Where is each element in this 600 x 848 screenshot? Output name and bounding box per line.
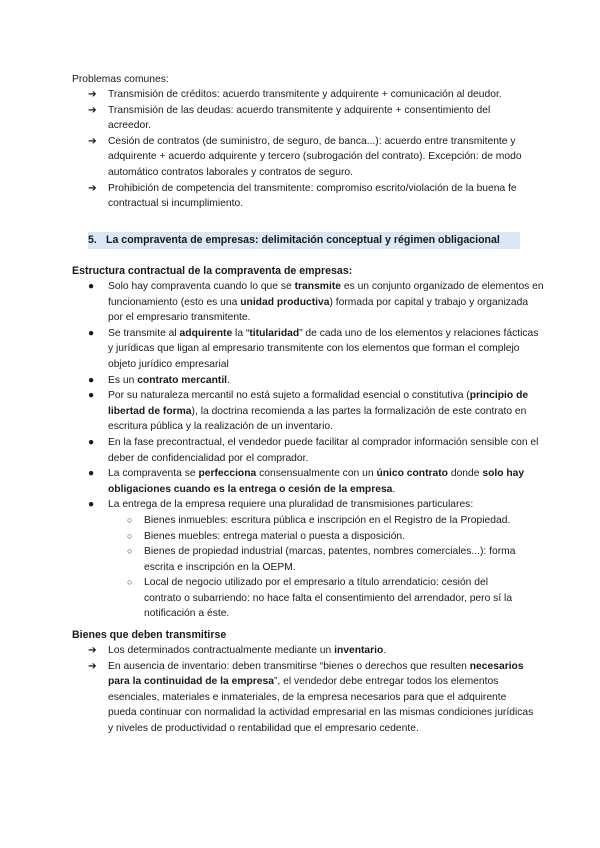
- list-item: [85, 181, 535, 212]
- sublist-item: ○ Bienes inmuebles: escritura pública e inscripción en el Registro de la Propiedad.: [127, 513, 517, 529]
- bullet-icon: ●: [88, 499, 95, 511]
- list-item: ● La entrega de la empresa requiere una pluralidad de transmisiones particulares:: [85, 497, 545, 513]
- arrow-icon: ➔: [88, 104, 97, 116]
- bullet-icon: ●: [88, 281, 95, 292]
- list-item: ➔ En ausencia de inventario: deben transmitirse “bienes o derechos que resulten necesarios para la continuidad de la empresa”, el vendedor debe entregar todos los elementos esenciales, materiales e inmateriales, de la empresa necesarios para que el adquirente pueda continuar con normalidad la actividad empresarial en las mismas condiciones jurídicas y niveles de productividad o rentabilidad que el empresario cedente.: [88, 660, 534, 734]
- circle-bullet-icon: ○: [127, 530, 133, 541]
- sublist-item: ○ Bienes de propiedad industrial (marcas, patentes, nombres comerciales...): forma escrita e inscripción en la OEPM.: [127, 546, 516, 573]
- bullet-icon: ●: [88, 327, 95, 339]
- list-item: ● Es un contrato mercantil.: [85, 373, 545, 389]
- arrow-icon: ➔: [88, 182, 97, 194]
- list-item: ● Solo hay compraventa cuando lo que se transmite es un conjunto organizado de elementos en funcionamiento (esto es una unidad productiva) formada por capital y trabajo y organizada por el empresario transmitente.: [88, 281, 544, 324]
- list-item: ● Se transmite al adquirente la “titularidad” de cada uno de los elementos y relaciones fácticas y jurídicas que ligan al empresario transmitente con los elementos que forman el complejo objeto jurídico empresarial: [88, 327, 539, 370]
- problems-list: [85, 87, 535, 212]
- arrow-icon: ➔: [88, 645, 97, 656]
- list-item: ● La compraventa se perfecciona consensualmente con un único contrato donde solo hay obligaciones cuando es la entrega o cesión de la empresa.: [88, 468, 525, 495]
- transmissions-sublist: [127, 513, 517, 622]
- list-item-text: Cesión de contratos (de suministro, de seguro, de banca...): acuerdo entre transmitente y adquirente + acuerdo adquirente y tercero (subrogación del contrato). Excepción: de modo automático contratos laborales y contratos de seguro.: [108, 135, 522, 178]
- arrow-icon: ➔: [88, 89, 97, 100]
- list-item: [85, 134, 535, 181]
- bullet-icon: ●: [88, 390, 95, 402]
- bullet-icon: ●: [88, 374, 95, 386]
- circle-bullet-icon: ○: [127, 514, 133, 525]
- arrow-icon: ➔: [88, 660, 97, 672]
- goods-heading: Bienes que deben transmitirse: [72, 629, 227, 641]
- list-item-text: Prohibición de competencia del transmitente: compromiso escrito/violación de la buena fe contractual si incumplimiento.: [108, 182, 517, 210]
- list-item: ● Por su naturaleza mercantil no está sujeto a formalidad esencial o constitutiva (principio de libertad de forma), la doctrina recomienda a las partes la formalización de este contrato en escritura pública y la realización de un inventario.: [88, 390, 529, 433]
- goods-list: [85, 643, 537, 737]
- circle-bullet-icon: ○: [127, 546, 133, 557]
- section-heading: [88, 232, 520, 249]
- list-item: ➔ Los determinados contractualmente mediante un inventario.: [85, 643, 537, 659]
- bullet-icon: ●: [88, 436, 95, 448]
- structure-list: [85, 279, 545, 622]
- sublist-item: ○ Bienes muebles: entrega material o puesta a disposición.: [127, 529, 517, 545]
- structure-heading: Estructura contractual de la compraventa de empresas:: [72, 265, 353, 277]
- section-number: 5.: [88, 234, 97, 246]
- list-item: [85, 103, 535, 134]
- list-item-text: Transmisión de las deudas: acuerdo transmitente y adquirente + consentimiento del acreedor.: [108, 104, 491, 132]
- list-item-text: Transmisión de créditos: acuerdo transmitente y adquirente + comunicación al deudor.: [108, 89, 502, 100]
- sublist-item: ○ Local de negocio utilizado por el empresario a título arrendaticio: cesión del contrato o subarriendo: no hace falta el consentimiento del arrendador, pero sí la notificación a éste.: [127, 577, 513, 620]
- problems-title: Problemas comunes:: [72, 74, 169, 85]
- bullet-icon: ●: [88, 468, 95, 480]
- section-title: La compraventa de empresas: delimitación conceptual y régimen obligacional: [106, 234, 500, 246]
- circle-bullet-icon: ○: [127, 577, 133, 588]
- arrow-icon: ➔: [88, 135, 97, 147]
- list-item: [85, 87, 535, 103]
- list-item: ● En la fase precontractual, el vendedor puede facilitar al comprador información sensible con el deber de confidencialidad por el comprador.: [88, 436, 539, 464]
